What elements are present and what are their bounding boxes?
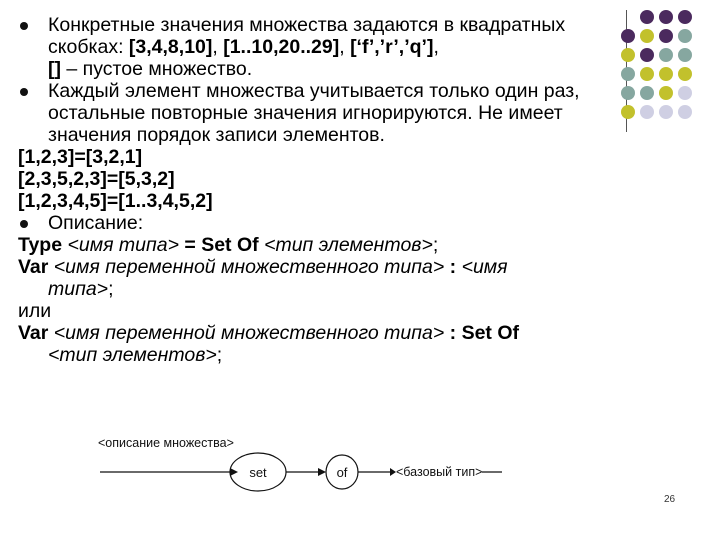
diagram-title: <описание множества> (98, 436, 234, 450)
example-3: [1,2,3,4,5]=[1..3,4,5,2] (18, 190, 213, 212)
decor-dot (640, 86, 654, 100)
decor-dot (678, 29, 692, 43)
decor-dot (678, 67, 692, 81)
decor-dot (659, 48, 673, 62)
diagram-of-label: of (336, 465, 348, 480)
decor-dot (678, 10, 692, 24)
decor-dot (678, 48, 692, 62)
decor-dot (659, 67, 673, 81)
decor-dot (659, 10, 673, 24)
diagram-arrowhead (230, 468, 238, 476)
decor-dot (659, 86, 673, 100)
bullet-marker (20, 22, 28, 30)
decor-dot (621, 29, 635, 43)
diagram-base-type: <базовый тип> (396, 465, 483, 479)
decor-dot (621, 48, 635, 62)
slide-content (18, 14, 618, 366)
decor-dot (659, 105, 673, 119)
example-2: [2,3,5,2,3]=[5,3,2] (18, 168, 175, 190)
page-number: 26 (664, 494, 676, 505)
decor-dot-grid (626, 10, 716, 132)
syntax-diagram (90, 432, 510, 502)
type-declaration: Type <имя типа> = Set Of <тип элементов>; (18, 234, 439, 256)
decor-dot (678, 86, 692, 100)
decor-dot (640, 29, 654, 43)
var-declaration-1: Var <имя переменной множественного типа> : <имя типа>; (18, 256, 508, 300)
var-declaration-2: Var <имя переменной множественного типа> : Set Of <тип элементов>; (18, 322, 519, 366)
bullet-set-values: Конкретные значения множества задаются в квадратных скобках: [3,4,8,10], [1..10,20..29], [‘f’,’r’,’q’], [] – пустое множество. (18, 14, 618, 80)
diagram-arrowhead (318, 468, 326, 476)
diagram-set-label: set (249, 465, 267, 480)
decor-dot (621, 86, 635, 100)
bullet-unique-elements: Каждый элемент множества учитывается только один раз, остальные повторные значения игнорируются. Не имеет значения порядок записи элементов. (18, 80, 618, 146)
example-1: [1,2,3]=[3,2,1] (18, 146, 143, 168)
decor-dot (640, 105, 654, 119)
bullet-description: Описание: (18, 212, 618, 234)
decor-dot (621, 67, 635, 81)
bullet-marker (20, 88, 28, 96)
decor-dot (640, 67, 654, 81)
or-text: или (18, 300, 52, 322)
decor-dot (659, 29, 673, 43)
decor-dot (640, 10, 654, 24)
decor-dot (640, 48, 654, 62)
decor-dot (678, 105, 692, 119)
bullet-marker (20, 220, 28, 228)
decor-dot (621, 105, 635, 119)
